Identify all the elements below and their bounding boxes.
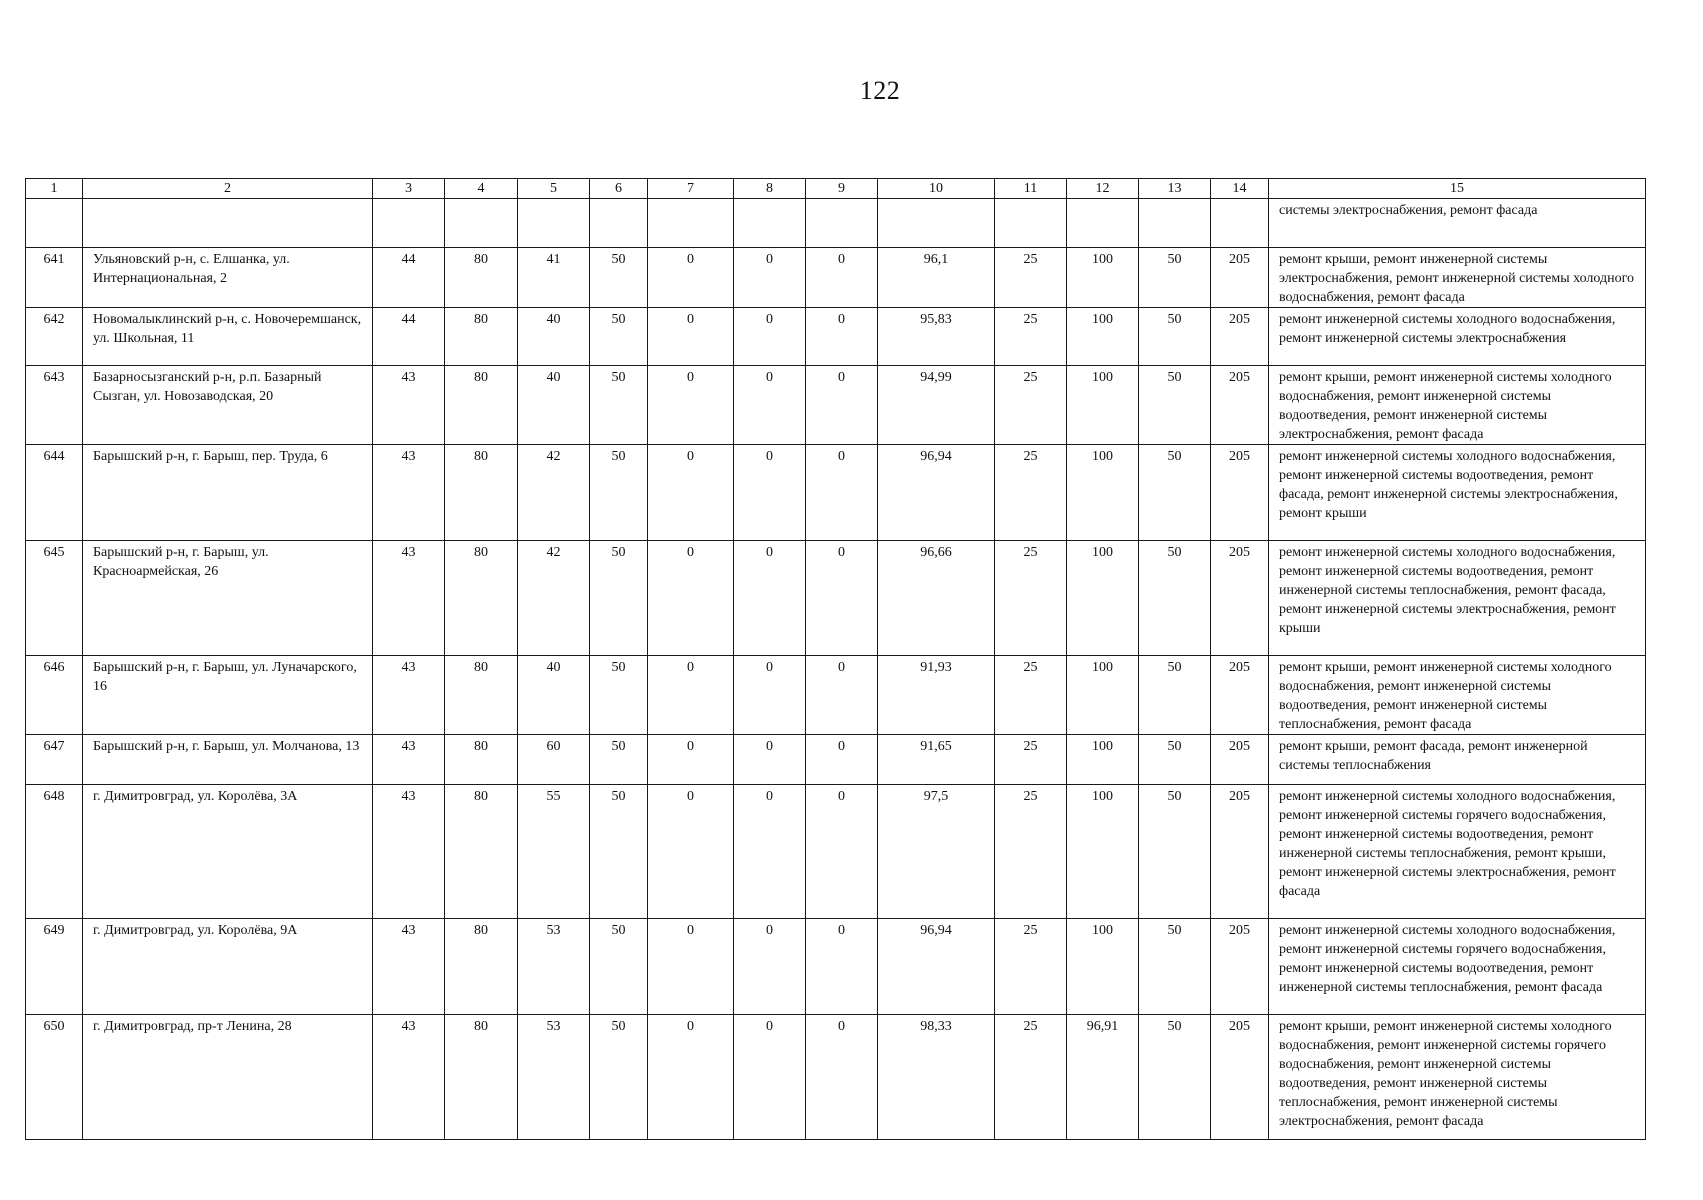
value-cell-12: 96,91 xyxy=(1067,1015,1139,1140)
value-cell-13: 50 xyxy=(1139,735,1211,785)
column-number: 5 xyxy=(518,179,590,199)
value-cell-3: 43 xyxy=(373,1015,445,1140)
value-cell-7: 0 xyxy=(648,919,734,1015)
empty-cell xyxy=(373,199,445,248)
row-number-cell: 645 xyxy=(26,541,83,656)
value-cell-13: 50 xyxy=(1139,445,1211,541)
value-cell-9: 0 xyxy=(806,919,878,1015)
value-cell-10: 96,66 xyxy=(878,541,995,656)
value-cell-6: 50 xyxy=(590,785,648,919)
row-number-cell: 649 xyxy=(26,919,83,1015)
table-row xyxy=(26,248,1646,308)
column-number: 10 xyxy=(878,179,995,199)
value-cell-8: 0 xyxy=(734,248,806,308)
value-cell-14: 205 xyxy=(1211,785,1269,919)
value-cell-6: 50 xyxy=(590,366,648,445)
works-cell: ремонт инженерной системы холодного водоснабжения, ремонт инженерной системы горячего водоснабжения, ремонт инженерной системы водоотведения, ремонт инженерной системы теплоснабжения, ремонт крыши, ремонт инженерной системы электроснабжения, ремонт фасада xyxy=(1269,785,1646,919)
table-row xyxy=(26,785,1646,919)
value-cell-12: 100 xyxy=(1067,541,1139,656)
value-cell-3: 44 xyxy=(373,308,445,366)
value-cell-8: 0 xyxy=(734,308,806,366)
value-cell-4: 80 xyxy=(445,735,518,785)
value-cell-12: 100 xyxy=(1067,656,1139,735)
value-cell-13: 50 xyxy=(1139,656,1211,735)
value-cell-6: 50 xyxy=(590,445,648,541)
value-cell-12: 100 xyxy=(1067,785,1139,919)
value-cell-9: 0 xyxy=(806,785,878,919)
value-cell-10: 97,5 xyxy=(878,785,995,919)
value-cell-5: 60 xyxy=(518,735,590,785)
value-cell-5: 40 xyxy=(518,308,590,366)
column-number: 13 xyxy=(1139,179,1211,199)
value-cell-11: 25 xyxy=(995,308,1067,366)
empty-cell xyxy=(806,199,878,248)
empty-cell xyxy=(83,199,373,248)
value-cell-12: 100 xyxy=(1067,248,1139,308)
value-cell-7: 0 xyxy=(648,366,734,445)
works-cell: ремонт крыши, ремонт фасада, ремонт инженерной системы теплоснабжения xyxy=(1269,735,1646,785)
value-cell-13: 50 xyxy=(1139,308,1211,366)
empty-cell xyxy=(734,199,806,248)
address-cell: Барышский р-н, г. Барыш, ул. Молчанова, 13 xyxy=(83,735,373,785)
works-cell: ремонт крыши, ремонт инженерной системы электроснабжения, ремонт инженерной системы холодного водоснабжения, ремонт фасада xyxy=(1269,248,1646,308)
address-cell: г. Димитровград, ул. Королёва, 9А xyxy=(83,919,373,1015)
empty-cell xyxy=(1211,199,1269,248)
value-cell-7: 0 xyxy=(648,735,734,785)
table-row xyxy=(26,1015,1646,1140)
empty-cell xyxy=(648,199,734,248)
value-cell-8: 0 xyxy=(734,735,806,785)
value-cell-5: 53 xyxy=(518,1015,590,1140)
address-cell: Базарносызганский р-н, р.п. Базарный Сызган, ул. Новозаводская, 20 xyxy=(83,366,373,445)
value-cell-8: 0 xyxy=(734,785,806,919)
works-cell: системы электроснабжения, ремонт фасада xyxy=(1269,199,1646,248)
empty-cell xyxy=(1067,199,1139,248)
value-cell-6: 50 xyxy=(590,735,648,785)
value-cell-11: 25 xyxy=(995,248,1067,308)
value-cell-8: 0 xyxy=(734,656,806,735)
value-cell-11: 25 xyxy=(995,785,1067,919)
value-cell-13: 50 xyxy=(1139,785,1211,919)
value-cell-5: 40 xyxy=(518,656,590,735)
value-cell-10: 96,1 xyxy=(878,248,995,308)
value-cell-3: 43 xyxy=(373,735,445,785)
value-cell-8: 0 xyxy=(734,445,806,541)
value-cell-6: 50 xyxy=(590,248,648,308)
value-cell-14: 205 xyxy=(1211,656,1269,735)
column-number: 7 xyxy=(648,179,734,199)
value-cell-4: 80 xyxy=(445,1015,518,1140)
column-number-row xyxy=(26,179,1646,199)
value-cell-7: 0 xyxy=(648,445,734,541)
value-cell-11: 25 xyxy=(995,919,1067,1015)
value-cell-9: 0 xyxy=(806,1015,878,1140)
empty-cell xyxy=(590,199,648,248)
row-number-cell: 647 xyxy=(26,735,83,785)
value-cell-8: 0 xyxy=(734,1015,806,1140)
value-cell-6: 50 xyxy=(590,308,648,366)
continuation-row xyxy=(26,199,1646,248)
column-number: 15 xyxy=(1269,179,1646,199)
value-cell-12: 100 xyxy=(1067,366,1139,445)
table-row xyxy=(26,308,1646,366)
value-cell-10: 91,65 xyxy=(878,735,995,785)
empty-cell xyxy=(26,199,83,248)
value-cell-5: 53 xyxy=(518,919,590,1015)
value-cell-3: 43 xyxy=(373,541,445,656)
value-cell-5: 40 xyxy=(518,366,590,445)
works-cell: ремонт инженерной системы холодного водоснабжения, ремонт инженерной системы водоотведения, ремонт инженерной системы теплоснабжения, ремонт фасада, ремонт инженерной системы электроснабжения, ремонт крыши xyxy=(1269,541,1646,656)
value-cell-3: 43 xyxy=(373,785,445,919)
empty-cell xyxy=(518,199,590,248)
value-cell-9: 0 xyxy=(806,308,878,366)
value-cell-8: 0 xyxy=(734,366,806,445)
column-number: 3 xyxy=(373,179,445,199)
value-cell-4: 80 xyxy=(445,248,518,308)
value-cell-5: 42 xyxy=(518,445,590,541)
value-cell-14: 205 xyxy=(1211,919,1269,1015)
value-cell-6: 50 xyxy=(590,656,648,735)
value-cell-12: 100 xyxy=(1067,735,1139,785)
row-number-cell: 650 xyxy=(26,1015,83,1140)
value-cell-8: 0 xyxy=(734,541,806,656)
value-cell-14: 205 xyxy=(1211,445,1269,541)
column-number: 12 xyxy=(1067,179,1139,199)
value-cell-4: 80 xyxy=(445,366,518,445)
value-cell-10: 96,94 xyxy=(878,919,995,1015)
value-cell-10: 95,83 xyxy=(878,308,995,366)
value-cell-11: 25 xyxy=(995,366,1067,445)
value-cell-14: 205 xyxy=(1211,541,1269,656)
value-cell-12: 100 xyxy=(1067,919,1139,1015)
value-cell-14: 205 xyxy=(1211,1015,1269,1140)
value-cell-4: 80 xyxy=(445,445,518,541)
value-cell-5: 55 xyxy=(518,785,590,919)
value-cell-3: 43 xyxy=(373,445,445,541)
register-table xyxy=(25,178,1646,1140)
column-number: 1 xyxy=(26,179,83,199)
value-cell-3: 43 xyxy=(373,656,445,735)
value-cell-11: 25 xyxy=(995,541,1067,656)
value-cell-9: 0 xyxy=(806,656,878,735)
value-cell-13: 50 xyxy=(1139,366,1211,445)
value-cell-7: 0 xyxy=(648,248,734,308)
value-cell-10: 94,99 xyxy=(878,366,995,445)
value-cell-12: 100 xyxy=(1067,445,1139,541)
address-cell: Барышский р-н, г. Барыш, ул. Луначарского, 16 xyxy=(83,656,373,735)
empty-cell xyxy=(995,199,1067,248)
value-cell-13: 50 xyxy=(1139,248,1211,308)
value-cell-5: 42 xyxy=(518,541,590,656)
column-number: 2 xyxy=(83,179,373,199)
value-cell-7: 0 xyxy=(648,308,734,366)
page-number: 122 xyxy=(859,76,901,105)
value-cell-10: 91,93 xyxy=(878,656,995,735)
works-cell: ремонт инженерной системы холодного водоснабжения, ремонт инженерной системы горячего водоснабжения, ремонт инженерной системы водоотведения, ремонт инженерной системы теплоснабжения, ремонт фасада xyxy=(1269,919,1646,1015)
value-cell-9: 0 xyxy=(806,445,878,541)
works-cell: ремонт крыши, ремонт инженерной системы холодного водоснабжения, ремонт инженерной системы водоотведения, ремонт инженерной системы теплоснабжения, ремонт фасада xyxy=(1269,656,1646,735)
value-cell-6: 50 xyxy=(590,919,648,1015)
empty-cell xyxy=(1139,199,1211,248)
value-cell-10: 98,33 xyxy=(878,1015,995,1140)
works-cell: ремонт инженерной системы холодного водоснабжения, ремонт инженерной системы водоотведения, ремонт фасада, ремонт инженерной системы электроснабжения, ремонт крыши xyxy=(1269,445,1646,541)
table-row xyxy=(26,656,1646,735)
address-cell: Ульяновский р-н, с. Елшанка, ул. Интернациональная, 2 xyxy=(83,248,373,308)
address-cell: Новомалыклинский р-н, с. Новочеремшанск, ул. Школьная, 11 xyxy=(83,308,373,366)
value-cell-14: 205 xyxy=(1211,735,1269,785)
table-row xyxy=(26,366,1646,445)
column-number: 4 xyxy=(445,179,518,199)
value-cell-3: 43 xyxy=(373,366,445,445)
empty-cell xyxy=(445,199,518,248)
value-cell-11: 25 xyxy=(995,1015,1067,1140)
table-row xyxy=(26,919,1646,1015)
value-cell-4: 80 xyxy=(445,656,518,735)
value-cell-7: 0 xyxy=(648,785,734,919)
value-cell-4: 80 xyxy=(445,541,518,656)
address-cell: Барышский р-н, г. Барыш, пер. Труда, 6 xyxy=(83,445,373,541)
value-cell-13: 50 xyxy=(1139,919,1211,1015)
value-cell-7: 0 xyxy=(648,541,734,656)
value-cell-4: 80 xyxy=(445,785,518,919)
table-row xyxy=(26,735,1646,785)
value-cell-14: 205 xyxy=(1211,366,1269,445)
column-number: 8 xyxy=(734,179,806,199)
value-cell-5: 41 xyxy=(518,248,590,308)
value-cell-3: 43 xyxy=(373,919,445,1015)
works-cell: ремонт крыши, ремонт инженерной системы холодного водоснабжения, ремонт инженерной системы горячего водоснабжения, ремонт инженерной системы водоотведения, ремонт инженерной системы теплоснабжения, ремонт инженерной системы электроснабжения, ремонт фасада xyxy=(1269,1015,1646,1140)
row-number-cell: 648 xyxy=(26,785,83,919)
works-cell: ремонт крыши, ремонт инженерной системы холодного водоснабжения, ремонт инженерной системы водоотведения, ремонт инженерной системы электроснабжения, ремонт фасада xyxy=(1269,366,1646,445)
address-cell: г. Димитровград, ул. Королёва, 3А xyxy=(83,785,373,919)
address-cell: Барышский р-н, г. Барыш, ул. Красноармейская, 26 xyxy=(83,541,373,656)
value-cell-14: 205 xyxy=(1211,248,1269,308)
value-cell-12: 100 xyxy=(1067,308,1139,366)
value-cell-9: 0 xyxy=(806,366,878,445)
table-row xyxy=(26,445,1646,541)
works-cell: ремонт инженерной системы холодного водоснабжения, ремонт инженерной системы электроснабжения xyxy=(1269,308,1646,366)
value-cell-9: 0 xyxy=(806,541,878,656)
column-number: 9 xyxy=(806,179,878,199)
value-cell-4: 80 xyxy=(445,919,518,1015)
value-cell-13: 50 xyxy=(1139,1015,1211,1140)
value-cell-4: 80 xyxy=(445,308,518,366)
address-cell: г. Димитровград, пр-т Ленина, 28 xyxy=(83,1015,373,1140)
value-cell-3: 44 xyxy=(373,248,445,308)
row-number-cell: 641 xyxy=(26,248,83,308)
value-cell-10: 96,94 xyxy=(878,445,995,541)
table-row xyxy=(26,541,1646,656)
value-cell-9: 0 xyxy=(806,735,878,785)
column-number: 14 xyxy=(1211,179,1269,199)
value-cell-8: 0 xyxy=(734,919,806,1015)
value-cell-7: 0 xyxy=(648,656,734,735)
value-cell-9: 0 xyxy=(806,248,878,308)
value-cell-13: 50 xyxy=(1139,541,1211,656)
value-cell-11: 25 xyxy=(995,445,1067,541)
value-cell-6: 50 xyxy=(590,1015,648,1140)
row-number-cell: 646 xyxy=(26,656,83,735)
value-cell-11: 25 xyxy=(995,656,1067,735)
empty-cell xyxy=(878,199,995,248)
value-cell-14: 205 xyxy=(1211,308,1269,366)
value-cell-7: 0 xyxy=(648,1015,734,1140)
value-cell-11: 25 xyxy=(995,735,1067,785)
row-number-cell: 643 xyxy=(26,366,83,445)
row-number-cell: 644 xyxy=(26,445,83,541)
column-number: 6 xyxy=(590,179,648,199)
row-number-cell: 642 xyxy=(26,308,83,366)
value-cell-6: 50 xyxy=(590,541,648,656)
column-number: 11 xyxy=(995,179,1067,199)
